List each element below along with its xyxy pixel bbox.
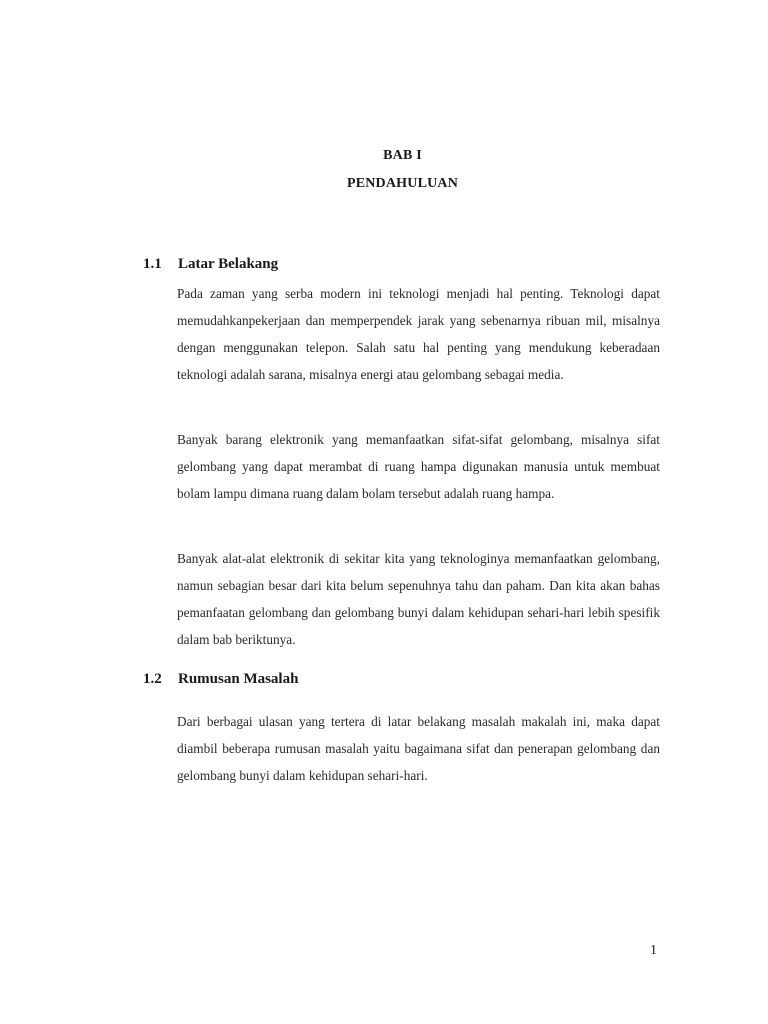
- section-number: 1.2: [143, 671, 162, 687]
- paragraph: Banyak barang elektronik yang memanfaatkan sifat-sifat gelombang, misalnya sifat gelombang yang dapat merambat di ruang hampa digunakan manusia untuk membuat bolam lampu dimana ruang dalam bolam tersebut adalah ruang hampa.: [177, 432, 660, 501]
- chapter-label: BAB I: [383, 148, 422, 163]
- page-number: 1: [650, 943, 657, 958]
- section-heading: [143, 256, 278, 273]
- paragraph: Pada zaman yang serba modern ini teknologi menjadi hal penting. Teknologi dapat memudahkanpekerjaan dan memperpendek jarak yang sebenarnya ribuan mil, misalnya dengan menggunakan telepon. Salah satu hal penting yang mendukung keberadaan teknologi adalah sarana, misalnya energi atau gelombang sebagai media.: [177, 286, 660, 382]
- paragraph: Banyak alat-alat elektronik di sekitar kita yang teknologinya memanfaatkan gelombang, namun sebagian besar dari kita belum sepenuhnya tahu dan paham. Dan kita akan bahas pemanfaatan gelombang dan gelombang bunyi dalam kehidupan sehari-hari lebih spesifik dalam bab beriktunya.: [177, 551, 660, 647]
- section-title: Latar Belakang: [178, 256, 279, 272]
- section-title: Rumusan Masalah: [178, 671, 299, 687]
- section-number: 1.1: [143, 256, 162, 272]
- paragraph: Dari berbagai ulasan yang tertera di latar belakang masalah makalah ini, maka dapat diambil beberapa rumusan masalah yaitu bagaimana sifat dan penerapan gelombang dan gelombang bunyi dalam kehidupan sehari-hari.: [177, 714, 660, 783]
- chapter-title: PENDAHULUAN: [346, 176, 459, 191]
- section-heading: [143, 671, 298, 688]
